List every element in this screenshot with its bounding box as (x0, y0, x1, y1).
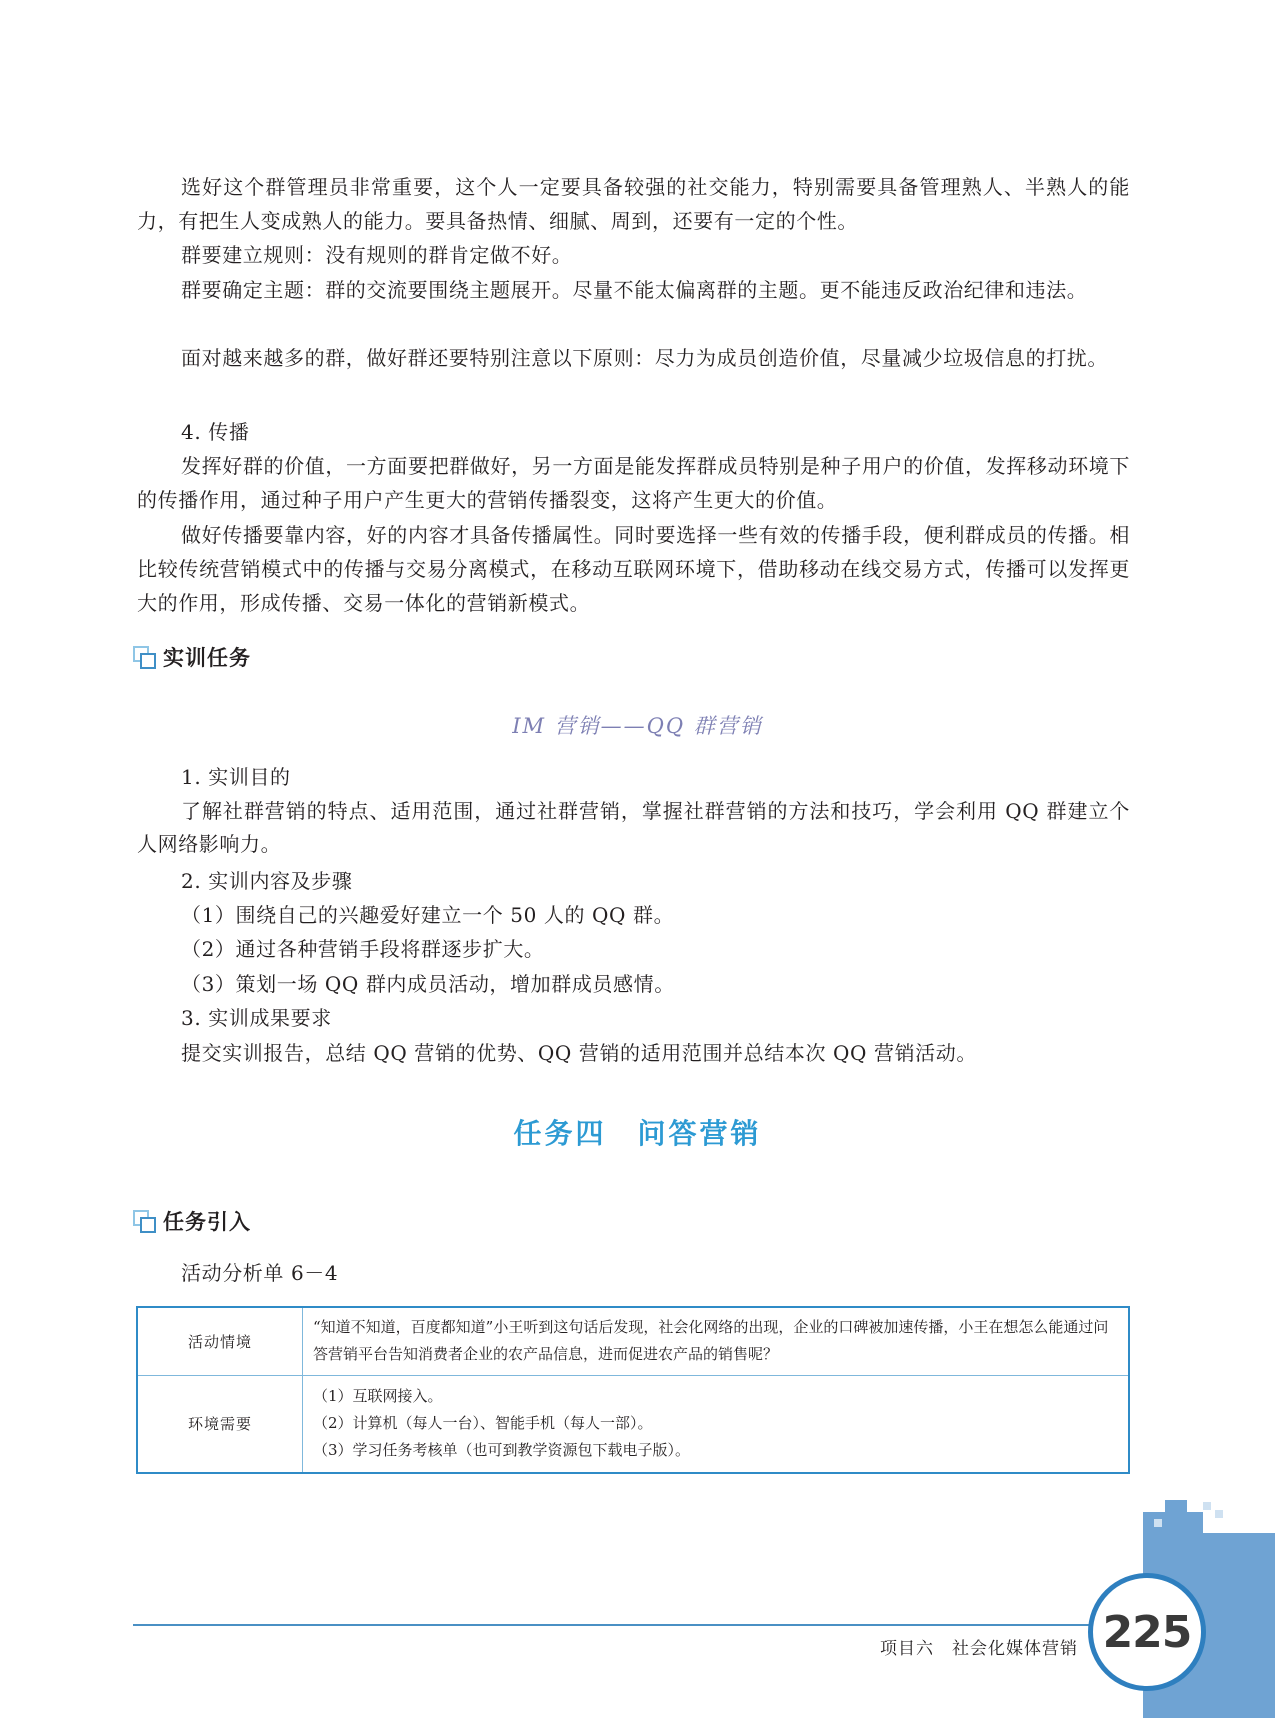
training-steps-title: 2. 实训内容及步骤 (181, 869, 353, 893)
training-task-header (133, 642, 251, 672)
table-key-situation: 活动情境 (137, 1307, 303, 1375)
paragraph-spread-value: 发挥好群的价值，一方面要把群做好，另一方面是能发挥群成员特别是种子用户的价值，发挥移动环境下的传播作用，通过种子用户产生更大的营销传播裂变，这将产生更大的价值。 (137, 454, 1130, 512)
training-task-header-label: 实训任务 (163, 646, 251, 670)
training-subtitle: IM 营销——QQ 群营销 (512, 714, 763, 738)
decor-pixel (1165, 1500, 1187, 1534)
footer-chapter: 项目六 社会化媒体营销 (880, 1639, 1078, 1659)
decor-pixel (1203, 1502, 1211, 1510)
section-square-icon (133, 646, 155, 668)
page-number-badge (1088, 1573, 1206, 1691)
table-value-situation: “知道不知道，百度都知道”小王听到这句话后发现，社会化网络的出现，企业的口碑被加速传播，小王在想怎么能通过问答营销平台告知消费者企业的农产品信息，进而促进农产品的销售呢？ (303, 1307, 1130, 1375)
training-goal-title: 1. 实训目的 (181, 765, 291, 789)
paragraph-rules: 群要建立规则：没有规则的群肯定做不好。 (181, 243, 573, 267)
training-result-text: 提交实训报告，总结 QQ 营销的优势、QQ 营销的适用范围并总结本次 QQ 营销活动。 (181, 1041, 977, 1065)
task-four-title: 任务四 问答营销 (513, 1117, 762, 1150)
page-number: 225 (1102, 1606, 1192, 1658)
environment-item: （2）计算机（每人一台）、智能手机（每人一部）。 (313, 1414, 653, 1433)
activity-analysis-table (136, 1306, 1130, 1474)
paragraph-admin: 选好这个群管理员非常重要，这个人一定要具备较强的社交能力，特别需要具备管理熟人、半熟人的能力，有把生人变成熟人的能力。要具备热情、细腻、周到，还要有一定的个性。 (137, 175, 1130, 233)
training-result-title: 3. 实训成果要求 (181, 1006, 332, 1030)
task-intro-header-label: 任务引入 (163, 1210, 251, 1234)
table-row (137, 1307, 1129, 1375)
environment-item: （1）互联网接入。 (313, 1387, 443, 1406)
table-row (137, 1375, 1129, 1473)
training-step-2: （2）通过各种营销手段将群逐步扩大。 (181, 937, 545, 961)
footer-rule (133, 1624, 1093, 1626)
training-step-3: （3）策划一场 QQ 群内成员活动，增加群成员感情。 (181, 972, 675, 996)
section-heading-spread: 4. 传播 (181, 420, 250, 444)
decor-pixel (1154, 1519, 1162, 1527)
training-step-1: （1）围绕自己的兴趣爱好建立一个 50 人的 QQ 群。 (181, 903, 675, 927)
table-value-environment (303, 1375, 1130, 1473)
paragraph-principles: 面对越来越多的群，做好群还要特别注意以下原则：尽力为成员创造价值，尽量减少垃圾信息的打扰。 (181, 346, 1108, 370)
task-intro-header (133, 1206, 251, 1236)
decor-pixel (1215, 1510, 1223, 1518)
section-square-icon (133, 1210, 155, 1232)
paragraph-topic: 群要确定主题：群的交流要围绕主题展开。尽量不能太偏离群的主题。更不能违反政治纪律和违法。 (181, 278, 1088, 302)
table-key-environment: 环境需要 (137, 1375, 303, 1473)
training-goal-text: 了解社群营销的特点、适用范围，通过社群营销，掌握社群营销的方法和技巧，学会利用 QQ 群建立个人网络影响力。 (137, 799, 1130, 856)
activity-sheet-label: 活动分析单 6－4 (181, 1261, 339, 1285)
environment-item: （3）学习任务考核单（也可到教学资源包下载电子版）。 (313, 1441, 691, 1460)
paragraph-spread-content: 做好传播要靠内容，好的内容才具备传播属性。同时要选择一些有效的传播手段，便利群成员的传播。相比较传统营销模式中的传播与交易分离模式，在移动互联网环境下，借助移动在线交易方式，传播可以发挥更大的作用，形成传播、交易一体化的营销新模式。 (137, 523, 1130, 615)
decor-pixel (1187, 1512, 1203, 1534)
